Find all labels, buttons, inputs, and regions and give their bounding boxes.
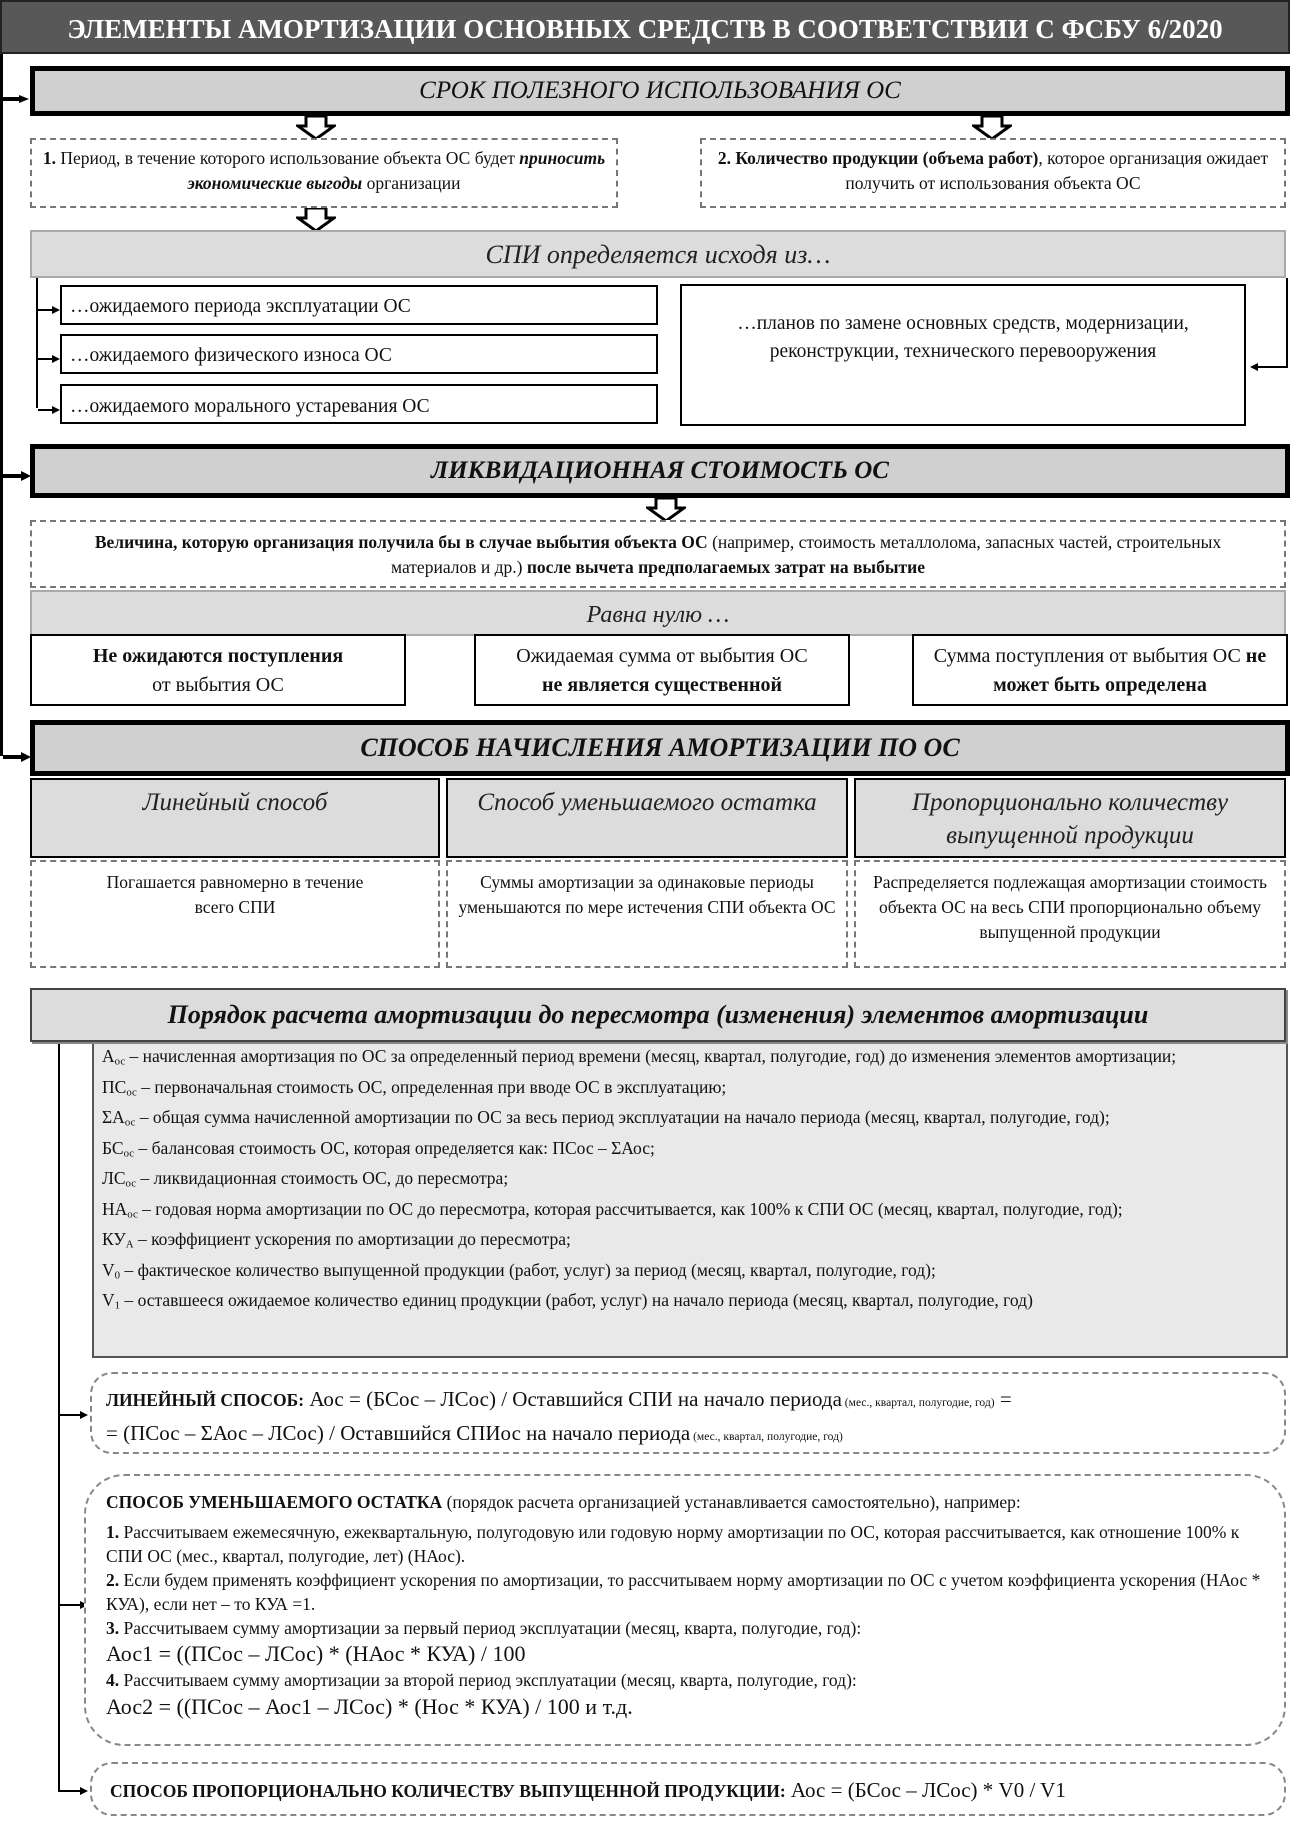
legend-item <box>102 1258 1278 1289</box>
arrow-right-icon <box>38 402 62 420</box>
legend-subscript: ос <box>123 1147 135 1160</box>
method-description: Погашается равномерно в течение всего СПИ <box>30 860 440 968</box>
def-text-end: организации <box>362 173 461 193</box>
legend-text: – фактическое количество выпущенной продукции (работ, услуг) за период (месяц, квартал, полугодие, год); <box>120 1259 936 1280</box>
legend-subscript: ос <box>114 1055 126 1068</box>
basis-item: …ожидаемого морального устаревания ОС <box>60 384 658 424</box>
arrow-right-icon <box>3 90 29 96</box>
step-text: Рассчитываем сумму амортизации за первый период эксплуатации (месяц, кварта, полугодие, год): <box>119 1618 862 1638</box>
step-number: 4. <box>106 1670 120 1690</box>
legend-symbol: V <box>102 1290 115 1310</box>
linear-formula-2-note: (мес., квартал, полугодие, год) <box>690 1431 843 1443</box>
legend-item <box>102 1197 1278 1228</box>
zero-title: Равна нулю … <box>30 590 1286 636</box>
legend-subscript: А <box>125 1238 134 1251</box>
legend-subscript: ос <box>126 1086 137 1099</box>
page-title: ЭЛЕМЕНТЫ АМОРТИЗАЦИИ ОСНОВНЫХ СРЕДСТВ В СООТВЕТСТВИИ С ФСБУ 6/2020 <box>0 0 1290 54</box>
legend-box <box>92 1024 1288 1358</box>
basis-item: …ожидаемого физического износа ОС <box>60 334 658 374</box>
legend-text: – коэффициент ускорения по амортизации до пересмотра; <box>133 1229 571 1249</box>
method-name: Линейный способ <box>30 778 440 858</box>
def-emphasis: 2. Количество продукции (объема работ) <box>717 148 1039 168</box>
zero-case-text: от выбытия ОС <box>152 674 284 696</box>
arrow-right-icon <box>38 351 62 369</box>
legend-subscript: ос <box>127 1208 138 1221</box>
method-description: Распределяется подлежащая амортизации стоимость объекта ОС на весь СПИ пропорционально объему выпущенной продукции <box>854 860 1286 968</box>
formula-step3: Аос1 = ((ПСос – ЛСос) * (НАос * КУА) / 100 <box>106 1641 526 1666</box>
basis-plans: …планов по замене основных средств, модернизации, реконструкции, технического перевооружения <box>680 284 1246 426</box>
reducing-intro: (порядок расчета организацией устанавливается самостоятельно), например: <box>442 1492 1021 1512</box>
legend-symbol: ΣА <box>102 1107 125 1127</box>
arrow-right-icon <box>38 302 62 320</box>
def-text: Период, в течение которого использование объекта ОС будет <box>56 148 520 168</box>
zero-case-emphasis: Не ожидаются поступления <box>92 645 344 667</box>
legend-item <box>102 1044 1278 1075</box>
step-text: Рассчитываем сумму амортизации за второй период эксплуатации (месяц, кварта, полугодие, год): <box>119 1670 857 1690</box>
step <box>106 1668 1264 1692</box>
legend-symbol: БС <box>102 1137 124 1158</box>
def-text: , которое организация ожидает получить от использования объекта ОС <box>845 148 1269 193</box>
step <box>106 1616 1264 1640</box>
legend-text: – годовая норма амортизации по ОС до пересмотра, которая рассчитывается, как 100% к СПИ ОС (месяц, квартал, полугодие, год); <box>137 1198 1123 1219</box>
liq-def-emphasis: Величина, которую организация получила бы в случае выбытия объекта ОС <box>94 532 708 552</box>
zero-case-text: Ожидаемая сумма от выбытия ОС <box>516 645 808 667</box>
zero-case-emphasis: не является существенной <box>541 674 782 696</box>
step <box>106 1520 1264 1568</box>
proportional-formula-box <box>90 1762 1286 1816</box>
arrow-right-icon <box>60 1783 90 1801</box>
spi-definition-volume <box>700 138 1286 208</box>
section-title-spi: СРОК ПОЛЕЗНОГО ИСПОЛЬЗОВАНИЯ ОС <box>30 66 1290 116</box>
linear-formula: Аос = (БСос – ЛСос) / Оставшийся СПИ на начало периода <box>304 1387 842 1411</box>
legend-item <box>102 1166 1278 1197</box>
legend-item <box>102 1227 1278 1258</box>
legend-subscript: 1 <box>114 1299 121 1312</box>
formula-step4: Аос2 = ((ПСос – Аос1 – ЛСос) * (Нос * КУА) / 100 и т.д. <box>106 1694 633 1719</box>
legend-symbol: А <box>102 1046 115 1066</box>
main-connector <box>0 54 3 756</box>
liq-def-emphasis-end: после вычета предполагаемых затрат на выбытие <box>526 557 925 577</box>
legend-symbol: V <box>102 1259 115 1280</box>
right-connector <box>1286 278 1288 368</box>
def-emphasis: приносить экономические выгоды <box>187 148 606 193</box>
section-title-liquidation: ЛИКВИДАЦИОННАЯ СТОИМОСТЬ ОС <box>30 444 1290 498</box>
arrow-right-icon <box>60 1407 90 1425</box>
legend-item <box>102 1136 1278 1167</box>
legend-symbol: КУ <box>102 1229 126 1249</box>
legend-subscript: ос <box>125 1177 137 1190</box>
method-name: Пропорционально количеству выпущенной продукции <box>854 778 1286 858</box>
legend-subscript: 0 <box>114 1269 121 1282</box>
legend-text: – оставшееся ожидаемое количество единиц продукции (работ, услуг) на начало периода (месяц, квартал, полугодие, год) <box>120 1290 1033 1310</box>
liquidation-definition <box>30 520 1286 588</box>
zero-case <box>474 634 850 706</box>
arrow-right-icon <box>3 468 31 486</box>
calc-title: Порядок расчета амортизации до пересмотра (изменения) элементов амортизации <box>30 988 1286 1042</box>
proportional-formula: Аос = (БСос – ЛСос) * V0 / V1 <box>785 1778 1066 1802</box>
zero-case <box>912 634 1288 706</box>
legend-item <box>102 1075 1278 1106</box>
reducing-label: СПОСОБ УМЕНЬШАЕМОГО ОСТАТКА <box>106 1492 443 1512</box>
section-title-method: СПОСОБ НАЧИСЛЕНИЯ АМОРТИЗАЦИИ ПО ОС <box>30 720 1290 776</box>
legend-text: – начисленная амортизация по ОС за определенный период времени (месяц, квартал, полугодие, год) до изменения элементов амортизации; <box>125 1046 1177 1066</box>
linear-formula-box <box>90 1372 1286 1454</box>
linear-formula-note: (мес., квартал, полугодие, год) <box>841 1397 995 1409</box>
legend-symbol: ПС <box>102 1076 127 1097</box>
linear-label: ЛИНЕЙНЫЙ СПОСОБ: <box>106 1390 305 1410</box>
basis-item: …ожидаемого периода эксплуатации ОС <box>60 285 658 325</box>
legend-symbol: ЛС <box>102 1168 126 1188</box>
step <box>106 1568 1264 1616</box>
arrow-left-icon <box>1248 359 1288 377</box>
legend-text: – балансовая стоимость ОС, которая определяется как: ПСос – ΣАос; <box>134 1137 655 1158</box>
arrow-right-icon <box>3 749 31 767</box>
basis-connector <box>36 278 38 408</box>
zero-case-text: Сумма поступления от выбытия ОС <box>933 645 1241 667</box>
spi-basis-title: СПИ определяется исходя из… <box>30 230 1286 278</box>
reducing-method-box <box>84 1474 1286 1746</box>
method-name: Способ уменьшаемого остатка <box>446 778 848 858</box>
step-number: 3. <box>106 1618 120 1638</box>
proportional-label: СПОСОБ ПРОПОРЦИОНАЛЬНО КОЛИЧЕСТВУ ВЫПУЩЕННОЙ ПРОДУКЦИИ: <box>110 1781 786 1801</box>
legend-subscript: ос <box>124 1116 136 1129</box>
zero-case <box>30 634 406 706</box>
legend-text: – общая сумма начисленной амортизации по ОС за весь период эксплуатации на начало периода (месяц, квартал, полугодие, год); <box>135 1107 1110 1127</box>
spi-definition-period <box>30 138 618 208</box>
liq-def-text: (например, стоимость металлолома, запасных частей, строительных материалов и др.) <box>391 532 1222 577</box>
step-text: Если будем применять коэффициент ускорения по амортизации, то рассчитываем норму амортизации по ОС с учетом коэффициента ускорения (НАос * КУА), если нет – то КУА =1. <box>106 1570 1261 1614</box>
step-number: 2. <box>106 1570 120 1590</box>
zero-case-emphasis: не может быть определена <box>993 645 1267 696</box>
def-number: 1. <box>42 148 57 168</box>
legend-text: – ликвидационная стоимость ОС, до пересмотра; <box>136 1168 509 1188</box>
step-number: 1. <box>106 1522 120 1542</box>
method-description: Суммы амортизации за одинаковые периоды уменьшаются по мере истечения СПИ объекта ОС <box>446 860 848 968</box>
step-text: Рассчитываем ежемесячную, ежеквартальную, полугодовую или годовую норму амортизации по ОС, которая рассчитывается, как отношение 100% к СПИ ОС (мес., квартал, полугодие, лет) (НАос). <box>106 1522 1240 1566</box>
linear-formula-2: = (ПСос – ΣАос – ЛСос) / Оставшийся СПИос на начало периода <box>106 1421 691 1445</box>
legend-symbol: НА <box>102 1198 128 1219</box>
legend-item <box>102 1105 1278 1136</box>
legend-text: – первоначальная стоимость ОС, определенная при вводе ОС в эксплуатацию; <box>136 1076 727 1097</box>
legend-item <box>102 1288 1278 1319</box>
linear-formula-end: = <box>994 1387 1012 1411</box>
